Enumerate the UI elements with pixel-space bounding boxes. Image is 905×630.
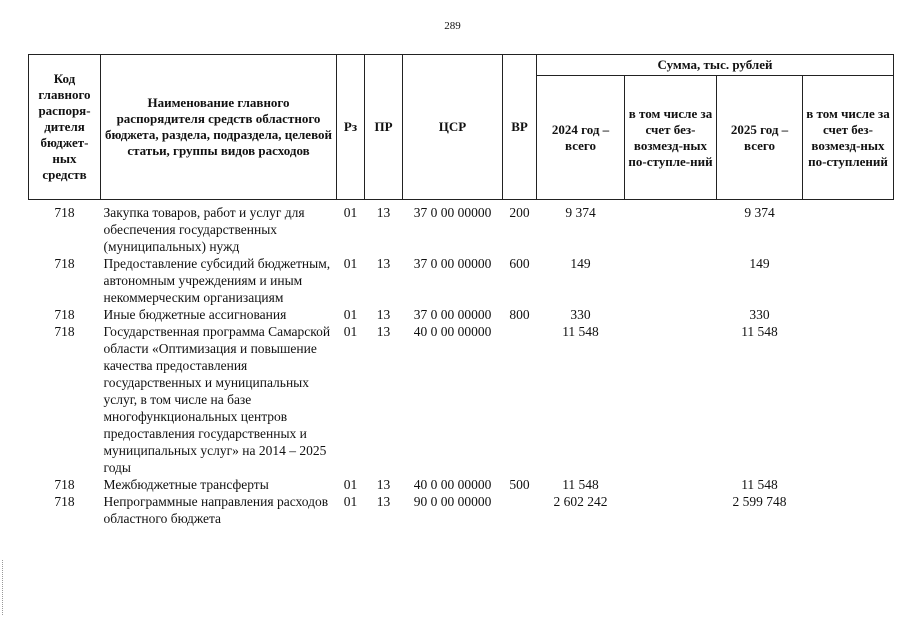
row-2025-total: 11 548 bbox=[741, 477, 778, 492]
header-2024-total: 2024 год – всего bbox=[537, 76, 625, 200]
row-2025-free bbox=[803, 493, 894, 527]
row-2025-total: 9 374 bbox=[744, 205, 775, 220]
row-vr: 800 bbox=[509, 307, 530, 322]
row-vr bbox=[503, 323, 537, 476]
header-csr: ЦСР bbox=[403, 55, 503, 200]
row-2024-free bbox=[625, 476, 717, 493]
row-2025-free bbox=[803, 476, 894, 493]
row-2024-free bbox=[625, 306, 717, 323]
row-code: 718 bbox=[54, 324, 75, 339]
header-2025-free: в том числе за счет без-возмезд-ных по-ступлений bbox=[803, 76, 894, 200]
row-vr: 600 bbox=[509, 256, 530, 271]
table-row bbox=[29, 476, 894, 493]
row-2025-free bbox=[803, 323, 894, 476]
row-pr: 13 bbox=[376, 256, 391, 271]
scan-edge-mark bbox=[2, 560, 9, 615]
row-2024-free bbox=[625, 200, 717, 256]
row-rz: 01 bbox=[343, 307, 358, 322]
row-pr: 13 bbox=[376, 494, 391, 509]
row-csr: 37 0 00 00000 bbox=[413, 307, 492, 322]
table-row bbox=[29, 306, 894, 323]
header-code: Код главного распоря-дителя бюджет-ных средств bbox=[29, 55, 101, 200]
row-rz: 01 bbox=[343, 477, 358, 492]
row-2024-total: 149 bbox=[570, 256, 591, 271]
row-2025-total: 11 548 bbox=[741, 324, 778, 339]
table-row bbox=[29, 323, 894, 476]
row-pr: 13 bbox=[376, 324, 391, 339]
row-rz: 01 bbox=[343, 324, 358, 339]
budget-table bbox=[28, 54, 894, 527]
row-pr: 13 bbox=[376, 307, 391, 322]
row-vr: 200 bbox=[509, 205, 530, 220]
table-row bbox=[29, 493, 894, 527]
row-code: 718 bbox=[54, 494, 75, 509]
row-2025-free bbox=[803, 200, 894, 256]
row-name: Государственная программа Самарской области «Оптимизация и повышение качества предоставления государственных и муниципальных услуг, в том числе на базе многофункциональных центров предоставления государственных и муниципальных услуг» на 2014 – 2025 годы bbox=[103, 324, 331, 475]
header-name: Наименование главного распорядителя средств областного бюджета, раздела, подраздела, целевой статьи, группы видов расходов bbox=[101, 55, 337, 200]
row-csr: 37 0 00 00000 bbox=[413, 256, 492, 271]
row-code: 718 bbox=[54, 477, 75, 492]
row-pr: 13 bbox=[376, 477, 391, 492]
row-2024-total: 2 602 242 bbox=[553, 494, 608, 509]
row-2024-free bbox=[625, 323, 717, 476]
row-pr: 13 bbox=[376, 205, 391, 220]
table-row bbox=[29, 200, 894, 256]
row-2025-total: 149 bbox=[749, 256, 770, 271]
row-name: Иные бюджетные ассигнования bbox=[103, 307, 287, 322]
table-row bbox=[29, 255, 894, 306]
row-csr: 40 0 00 00000 bbox=[413, 477, 492, 492]
row-rz: 01 bbox=[343, 256, 358, 271]
row-code: 718 bbox=[54, 205, 75, 220]
row-2024-total: 11 548 bbox=[562, 477, 599, 492]
row-code: 718 bbox=[54, 307, 75, 322]
header-sum-group: Сумма, тыс. рублей bbox=[537, 55, 894, 76]
row-rz: 01 bbox=[343, 205, 358, 220]
row-2025-total: 330 bbox=[749, 307, 770, 322]
row-name: Предоставление субсидий бюджетным, автономным учреждениям и иным некоммерческим организациям bbox=[103, 256, 331, 305]
row-code: 718 bbox=[54, 256, 75, 271]
header-2024-free: в том числе за счет без-возмезд-ных по-ступле-ний bbox=[625, 76, 717, 200]
row-vr bbox=[503, 493, 537, 527]
row-2024-total: 330 bbox=[570, 307, 591, 322]
row-2024-total: 9 374 bbox=[565, 205, 596, 220]
header-2025-total: 2025 год – всего bbox=[717, 76, 803, 200]
row-csr: 40 0 00 00000 bbox=[413, 324, 492, 339]
row-csr: 37 0 00 00000 bbox=[413, 205, 492, 220]
row-name: Межбюджетные трансферты bbox=[103, 477, 269, 492]
row-2024-free bbox=[625, 255, 717, 306]
row-2025-free bbox=[803, 306, 894, 323]
page-number: 289 bbox=[444, 20, 461, 32]
header-vr: ВР bbox=[503, 55, 537, 200]
row-csr: 90 0 00 00000 bbox=[413, 494, 492, 509]
table-body bbox=[29, 200, 894, 528]
table-header bbox=[29, 55, 894, 200]
row-2024-free bbox=[625, 493, 717, 527]
row-vr: 500 bbox=[509, 477, 530, 492]
row-name: Непрограммные направления расходов областного бюджета bbox=[103, 494, 329, 526]
row-2024-total: 11 548 bbox=[562, 324, 599, 339]
header-rz: Рз bbox=[337, 55, 365, 200]
header-pr: ПР bbox=[365, 55, 403, 200]
row-rz: 01 bbox=[343, 494, 358, 509]
row-2025-free bbox=[803, 255, 894, 306]
row-name: Закупка товаров, работ и услуг для обеспечения государственных (муниципальных) нужд bbox=[103, 205, 305, 254]
row-2025-total: 2 599 748 bbox=[732, 494, 787, 509]
